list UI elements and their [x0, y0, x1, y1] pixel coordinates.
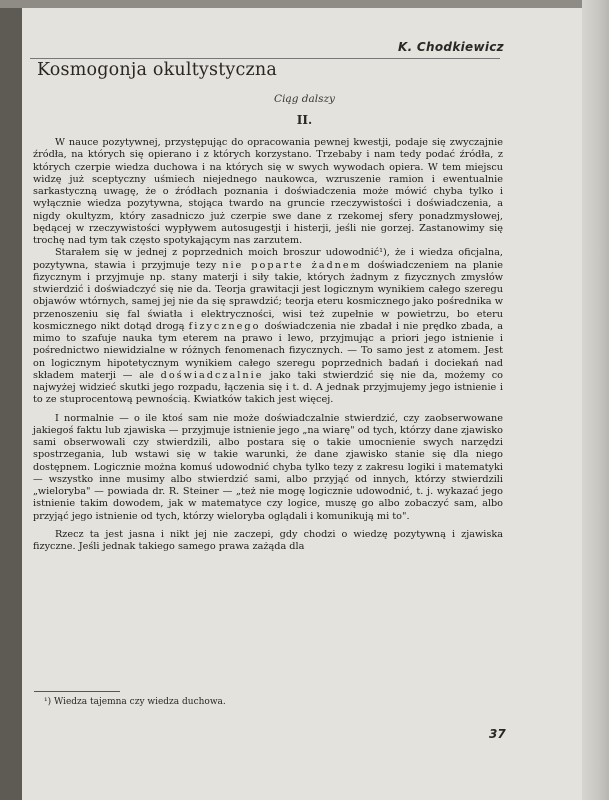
section-number: II. — [296, 113, 313, 127]
paragraph-text: W nauce pozytywnej, przystępując do opracowania pewnej kwestji, podaje się zwyczajnie źródła, na których się opierano i z których korzystano. Trzebaby i nam tedy podać źródła, z których czerpie wiedza duchowa i na których się w swych wywodach opiera. W tem miejscu widzę już sceptyczny uśmiech niejednego naukowca, wzruszenie ramion i ewentualnie sarkastyczną uwagę, że o źródłach poznania i doświadczenia może mówić chyba tylko i wyłącznie wiedza pozytywna, stojąca twardo na gruncie rzeczywistości i doświadczenia, a nigdy okultyzm, który zasadniczo już czerpie swe dane z rzekomej sfery ponadzmysłowej, będącej w rzeczywistości wypływem autosugestji i histerji, jeśli nie gorzej. Zastanowimy się trochę nad tym tak często spotykającym nas zarzutem. — [33, 137, 503, 246]
spaced-emphasis-text: doświadczalnie — [160, 369, 264, 381]
body-paragraph — [33, 413, 503, 523]
page-number: 37 — [489, 727, 506, 741]
paragraph-text: jako taki stwierdzić się nie da, możemy co najwyżej widzieć skutki jego rozpadu, łączenia się i t. d. A jednak przyjmujemy jego istnienie i to ze stuprocentową pewnością. Kwiatków takich jest więcej. — [33, 369, 504, 406]
article-body — [33, 137, 503, 553]
paragraph-text: Starałem się w jednej z poprzednich moich broszur udowodnić¹), że i wiedza oficjalna, pozytywna, stawia i przyjmuje tezy — [33, 247, 503, 271]
body-paragraph — [33, 529, 503, 554]
author-name: K. Chodkiewicz — [398, 40, 504, 54]
paragraph-text: Rzecz ta jest jasna i nikt jej nie zaczepi, gdy chodzi o wiedzę pozytywną i zjawiska fizyczne. Jeśli jednak takiego samego prawa zażąda dla — [33, 528, 503, 552]
paragraph-text: doświadczenia nie zbadał i nie prędko zbada, a mimo to szafuje nauka tym eterem na prawo i lewo, przyjmując a priori jego istnienie i pośrednictwo niewidzialne w różnych fenomenach fizycznych. — To samo jest z atomem. Jest on logicznym hipotetycznym wynikiem całego szeregu poprzednich badań i dociekań nad składem materji — ale — [33, 320, 503, 381]
header-rule — [30, 58, 500, 59]
spaced-emphasis-text: nie poparte żadnem — [222, 259, 362, 271]
footnote-rule — [34, 691, 120, 692]
spaced-emphasis-text: fizycznego — [188, 320, 261, 332]
article-title: Kosmogonja okultystyczna — [37, 60, 278, 80]
body-paragraph — [33, 137, 503, 247]
footnote: ¹) Wiedza tajemna czy wiedza duchowa. — [44, 697, 226, 707]
paragraph-text: I normalnie — o ile ktoś sam nie może doświadczalnie stwierdzić, czy zaobserwowane jakiegoś faktu lub zjawiska — przyjmuje istnienie jego „na wiarę" od tych, którzy dane zjawisko sami obserwowali czy stwierdzili, albo postara się o takie umocnienie swych narzędzi spostrzegania, lub wstawi się w takie warunki, że dane zjawisko stanie się dla niego dostępnem. Logicznie można komuś udowodnić chyba tylko tezy z zakresu logiki i matematyki — wszystko inne musimy albo stwierdzić sami, albo przyjąć od innych, którzy stwierdzili „wieloryba" — powiada dr. R. Steiner — „też nie mogę logicznie udowodnić, t. j. wykazać jego istnienie takim dowodem, jak w matematyce czy logice, muszę go albo zobaczyć sam, albo przyjąć jego istnienie od tych, którzy wieloryba oglądali i komunikują mi to". — [33, 412, 503, 522]
body-paragraph — [33, 247, 503, 406]
article-subtitle: Ciąg dalszy — [274, 93, 335, 105]
paragraph-text: doświadczeniem na planie fizycznym i przyjmuje np. stany materji i siły takie, których żadnym z fizycznych zmysłów stwierdzić i doświadczyć się nie da. Teorja grawitacji jest logicznym wynikiem całego szeregu objawów wtórnych, samej jej nie da się sprawdzić; teorja eteru kosmicznego jako pośrednika w przenoszeniu się fal światła i elektryczności, wisi też zupełnie w powietrzu, bo eteru kosmicznego nikt dotąd drogą — [33, 259, 503, 332]
page-top-edge — [0, 0, 609, 8]
